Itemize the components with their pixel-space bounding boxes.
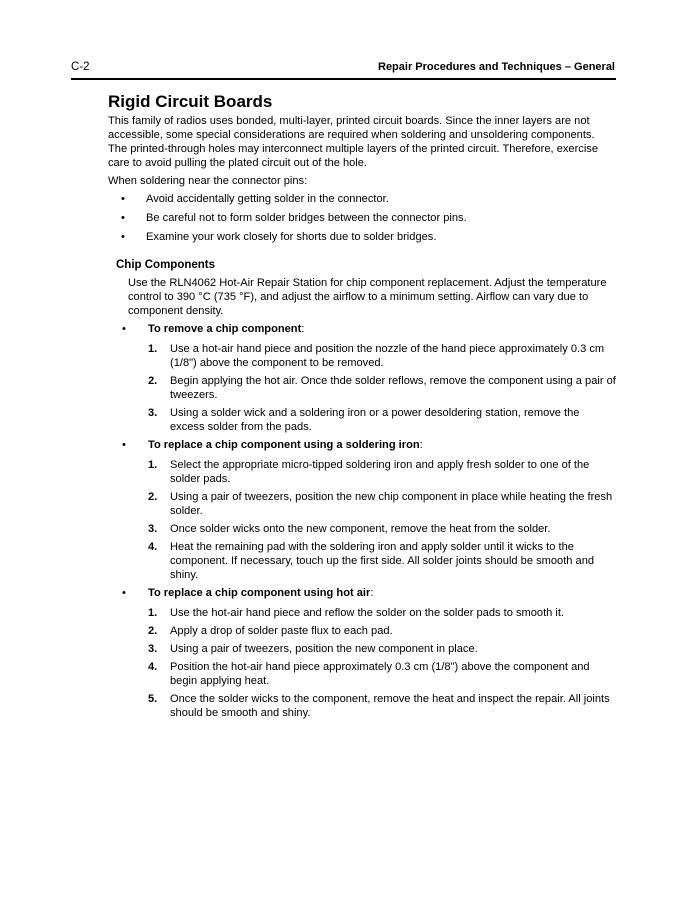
step-item: 3. Once solder wicks onto the new component, remove the heat from the solder.	[148, 523, 551, 535]
intro-paragraph: This family of radios uses bonded, multi-layer, printed circuit boards. Since the inner layers are not accessible, some special considerations are required when soldering and unsoldering components. The printed-through holes may interconnect multiple layers of the printed circuit. Therefore, exercise care to avoid pulling the plated circuit out of the hole.	[108, 115, 599, 169]
step-item: 2. Begin applying the hot air. Once thde solder reflows, remove the component using a pair of tweezers.	[148, 375, 616, 401]
step-item: 2. Using a pair of tweezers, position the new chip component in place while heating the fresh solder.	[148, 491, 613, 517]
procedure-steps	[148, 342, 616, 434]
procedure-replace-hot-air	[108, 586, 616, 720]
section-title: Rigid Circuit Boards	[108, 92, 273, 111]
running-header-title: Repair Procedures and Techniques – General	[378, 61, 615, 73]
bullet-icon: •	[121, 193, 125, 205]
step-item: 3. Using a solder wick and a soldering iron or a power desoldering station, remove the excess solder from the pads.	[148, 407, 580, 433]
procedure-steps	[148, 606, 616, 720]
step-item: 1. Use a hot-air hand piece and position the nozzle of the hand piece approximately 0.3 cm (1/8") above the component to be removed.	[148, 343, 605, 369]
step-item: 1. Select the appropriate micro-tipped soldering iron and apply fresh solder to one of the solder pads.	[148, 459, 590, 485]
procedure-title: To replace a chip component using a soldering iron:	[148, 439, 423, 451]
procedure-remove	[108, 322, 616, 434]
procedure-replace-soldering-iron	[108, 438, 616, 582]
step-item: 4. Position the hot-air hand piece approximately 0.3 cm (1/8") above the component and begin applying heat.	[148, 661, 590, 687]
step-item: 5. Once the solder wicks to the component, remove the heat and inspect the repair. All joints should be smooth and shiny.	[148, 693, 610, 719]
step-item: 3. Using a pair of tweezers, position the new component in place.	[148, 643, 478, 655]
procedure-steps	[148, 458, 616, 582]
step-item: 1. Use the hot-air hand piece and reflow the solder on the solder pads to smooth it.	[148, 607, 565, 619]
procedure-title: To remove a chip component:	[148, 323, 305, 335]
chip-intro-paragraph: Use the RLN4062 Hot-Air Repair Station for chip component replacement. Adjust the temperature control to 390 °C (735 °F), and adjust the airflow to a minimum setting. Airflow can vary due to component density.	[128, 277, 607, 317]
list-item-text: Avoid accidentally getting solder in the connector.	[146, 193, 389, 205]
bullet-icon: •	[122, 323, 126, 335]
connector-lead-paragraph: When soldering near the connector pins:	[108, 175, 308, 187]
step-item: 2. Apply a drop of solder paste flux to each pad.	[148, 625, 393, 637]
step-item: 4. Heat the remaining pad with the soldering iron and apply solder until it wicks to the component. If necessary, touch up the first side. All solder joints should be smooth and shiny.	[148, 541, 595, 581]
bullet-icon: •	[122, 587, 126, 599]
page-number: C-2	[71, 61, 90, 73]
header-divider	[71, 78, 616, 80]
list-item	[108, 230, 616, 244]
bullet-icon: •	[122, 439, 126, 451]
list-item-text: Examine your work closely for shorts due to solder bridges.	[146, 231, 437, 243]
page-content	[108, 114, 616, 724]
procedure-list	[108, 322, 616, 720]
chip-components-heading: Chip Components	[116, 259, 216, 271]
list-item	[108, 211, 616, 225]
connector-bullet-list	[108, 192, 616, 244]
list-item-text: Be careful not to form solder bridges between the connector pins.	[146, 212, 467, 224]
procedure-title: To replace a chip component using hot air:	[148, 587, 374, 599]
bullet-icon: •	[121, 231, 125, 243]
bullet-icon: •	[121, 212, 125, 224]
list-item	[108, 192, 616, 206]
